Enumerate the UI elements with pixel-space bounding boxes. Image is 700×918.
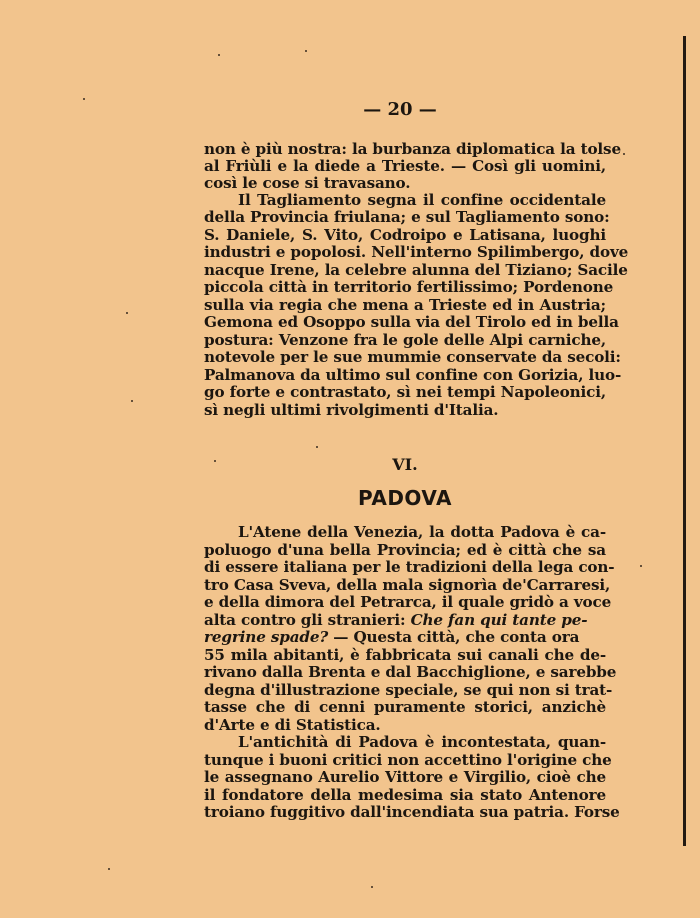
text-line: della Provincia friulana; e sul Tagliamento sono: [204,208,610,226]
text-line: le assegnano Aurelio Vittore e Virgilio, cioè che [204,768,606,786]
speck [371,886,373,888]
text-line: d'Arte e di Statistica. [204,716,381,734]
text-line: tunque i buoni critici non accettino l'origine che [204,751,612,769]
text-line: Palmanova da ultimo sul confine con Gorizia, luo- [204,366,622,384]
text-line: sulla via regia che mena a Trieste ed in Austria; [204,296,606,314]
text-line: postura: Venzone fra le gole delle Alpi carniche, [204,331,606,349]
text-span: — Questa città, che conta ora [333,628,580,646]
text-line [204,612,606,629]
speck [218,54,220,56]
speck [83,98,85,100]
text-line: troiano fuggitivo dall'incendiata sua patria. Forse [204,803,620,821]
speck [640,565,642,567]
text-line: notevole per le sue mummie conservate da secoli: [204,348,621,366]
text-line: nacque Irene, la celebre alunna del Tiziano; Sacile [204,261,628,279]
speck [623,153,625,155]
text-line: di essere italiana per le tradizioni della lega con- [204,558,615,576]
text-line: sì negli ultimi rivolgimenti d'Italia. [204,401,499,419]
speck [126,312,128,314]
text-line: L'antichità di Padova è incontestata, quan- [238,733,606,751]
text-line: go forte e contrastato, sì nei tempi Napoleonici, [204,383,606,401]
speck [305,50,307,52]
page-edge-line [683,36,686,846]
text-line: Gemona ed Osoppo sulla via del Tirolo ed in bella [204,313,619,331]
text-line: così le cose si travasano. [204,174,411,192]
text-line: al Friùli e la diede a Trieste. — Così gli uomini, [204,157,606,175]
text-line: 55 mila abitanti, è fabbricata sui canali che de- [204,646,606,664]
text-line: tro Casa Sveva, della mala signorìa de'Carraresi, [204,576,611,594]
text-line: rivano dalla Brenta e dal Bacchiglione, e sarebbe [204,663,617,681]
speck [214,460,216,462]
text-line: L'Atene della Venezia, la dotta Padova è ca- [238,523,606,541]
text-span: alta contro gli stranieri: [204,611,406,629]
text-line: e della dimora del Petrarca, il quale gridò a voce [204,593,612,611]
text-line: piccola città in territorio fertilissimo; Pordenone [204,278,614,296]
text-line: industri e popolosi. Nell'interno Spilimbergo, dove [204,243,629,261]
section-title: PADOVA [358,486,452,510]
quote-italic: regrine spade? [204,628,329,646]
text-line: poluogo d'una bella Provincia; ed è città che sa [204,541,606,559]
section-number: VI. [392,455,418,474]
text-line: S. Daniele, S. Vito, Codroipo e Latisana, luoghi [204,226,606,244]
page-number: — 20 — [363,99,437,120]
text-line: tasse che di cenni puramente storici, anzichè [204,698,606,716]
text-line: il fondatore della medesima sia stato Antenore [204,786,606,804]
text-line: Il Tagliamento segna il confine occidentale [238,191,606,209]
quote-italic: Che fan qui tante pe- [410,611,588,629]
text-line: non è più nostra: la burbanza diplomatica la tolse [204,140,621,158]
text-line: degna d'illustrazione speciale, se qui non si trat- [204,681,613,699]
speck [108,868,110,870]
speck [131,400,133,402]
text-line [204,629,606,646]
speck [316,446,318,448]
